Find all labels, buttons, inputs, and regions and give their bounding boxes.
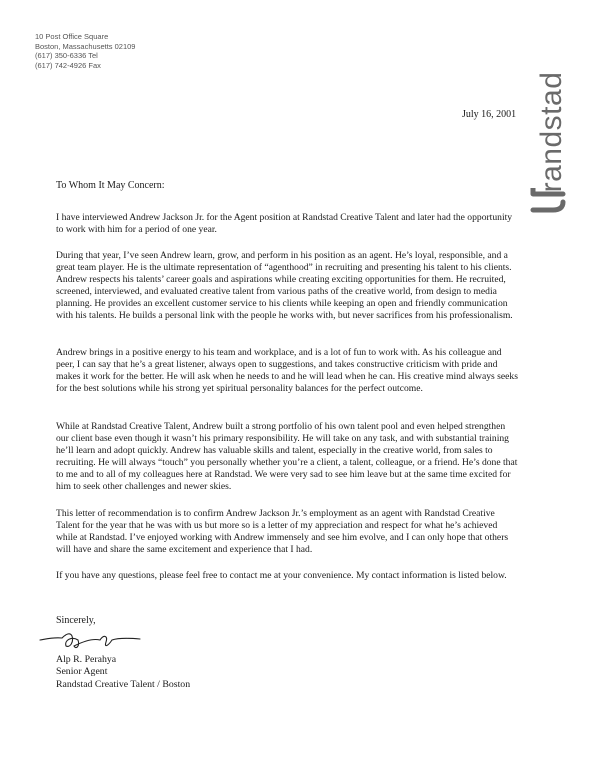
paragraph-performance: During that year, I’ve seen Andrew learn, grow, and perform in his position as an agent. He’s loyal, responsible, and a great team player. He is the ultimate representation of “agenthood” in recruiting and presenting his talent to his clients. Andrew respects his talents’ career goals and aspirations while creating exciting opportunities for them. He recruited, screened, interviewed, and evaluated creative talent from various paths of the creative world, from design to media planning. He provides an excellent customer service to his clients while keeping an open and friendly communication with his talents. He builds a personal link with the people he works with, but never sacrifices from his professionalism. [56,250,513,322]
paragraph-achievements: While at Randstad Creative Talent, Andrew built a strong portfolio of his own talent pool and even helped strengthen our client base even though it wasn’t his primary responsibility. He will take on any task, and with substantial training he’ll learn and adopt quickly. Andrew has valuable skills and talent, especially in the creative world, from sales to recruiting. He will always “touch” you personally whether you’re a client, a talent, colleague, or a friend. He’s done that to me and to all of my colleagues here at Randstad. We were very sad to see him leave but at the same time excited for him to seek other challenges and newer skies. [56,421,518,493]
signature-block [56,654,190,691]
signer-name: Alp R. Perahya [56,654,117,665]
salutation: To Whom It May Concern: [56,180,165,191]
address-city: Boston, Massachusetts 02109 [35,41,136,51]
signer-title: Senior Agent [56,666,108,678]
paragraph-contact: If you have any questions, please feel free to contact me at your convenience. My contact information is listed below. [56,570,507,581]
letter-date: July 16, 2001 [462,109,517,120]
signature-image [36,626,146,652]
address-phone: (617) 350-6336 Tel [35,51,98,60]
randstad-logo-icon [527,188,577,222]
paragraph-intro: I have interviewed Andrew Jackson Jr. for the Agent position at Randstad Creative Talent and later had the opportunity to work with him for a period of one year. [56,212,513,236]
paragraph-recommendation: This letter of recommendation is to confirm Andrew Jackson Jr.’s employment as an agent with Randstad Creative Talent for the year that he was with us but more so is a letter of my appreciation and respect for what he’s achieved while at Randstad. I’ve enjoyed working with Andrew immensely and see him evolve, and I can only hope that others will have and share the same excitement and experience that I had. [56,508,509,556]
letterhead-address [35,32,135,70]
logo-wordmark: randstad [535,71,568,193]
address-street: 10 Post Office Square [35,32,109,41]
paragraph-personality: Andrew brings in a positive energy to his team and workplace, and is a lot of fun to work with. As his colleague and peer, I can say that he’s a great listener, always open to suggestions, and takes constructive criticism with pride and makes it work for the better. He will ask when he needs to and he will lead when he can. His creative mind always seeks for the best solutions while his strong yet spiritual personality balances for the perfect outcome. [56,347,518,395]
address-fax: (617) 742-4926 Fax [35,60,101,70]
signer-organization: Randstad Creative Talent / Boston [56,678,191,690]
closing: Sincerely, [56,615,96,626]
